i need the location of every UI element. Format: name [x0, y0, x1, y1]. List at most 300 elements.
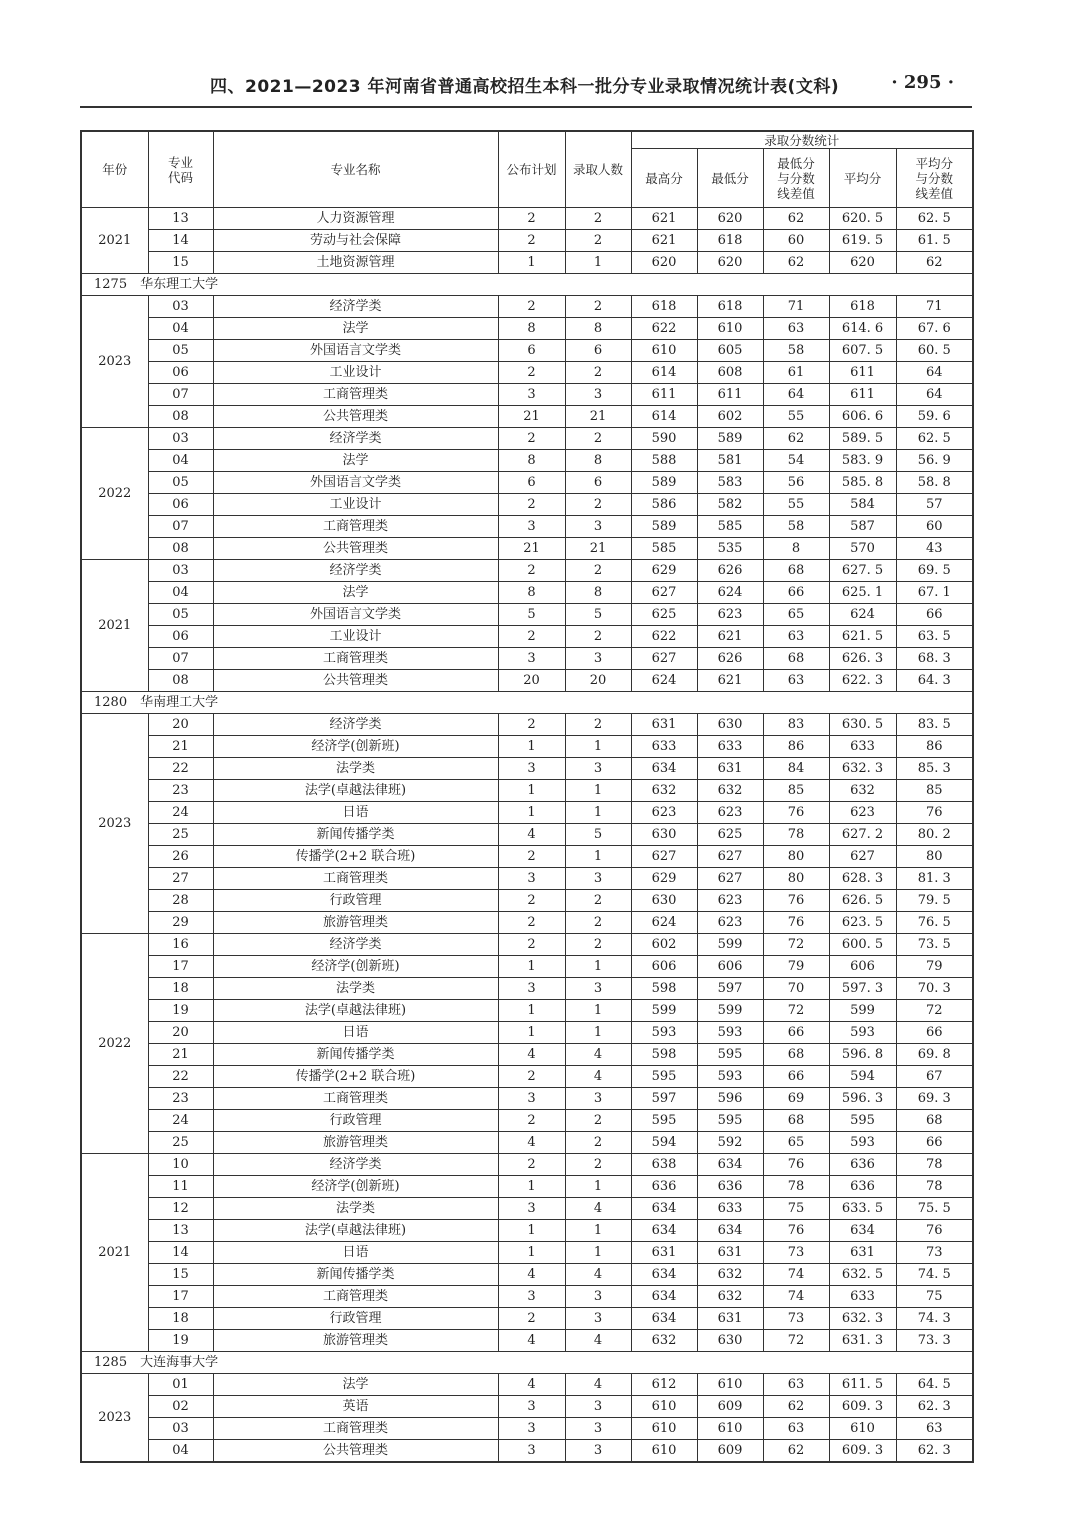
admitted-cell: 4: [565, 1066, 631, 1088]
year-cell: 2022: [81, 428, 148, 560]
major-name-cell: 经济学类: [213, 560, 498, 582]
major-name-cell: 经济学类: [213, 428, 498, 450]
avg-diff-cell: 69. 8: [896, 1044, 973, 1066]
min-diff-cell: 75: [763, 1198, 829, 1220]
table-row: [81, 780, 973, 802]
min-score-cell: 636: [697, 1176, 763, 1198]
major-name-cell: 公共管理类: [213, 538, 498, 560]
table-row: [81, 802, 973, 824]
plan-cell: 1: [498, 802, 565, 824]
admitted-cell: 2: [565, 626, 631, 648]
min-diff-cell: 78: [763, 824, 829, 846]
table-row: [81, 1198, 973, 1220]
min-score-cell: 595: [697, 1044, 763, 1066]
min-score-cell: 583: [697, 472, 763, 494]
year-cell: 2022: [81, 934, 148, 1154]
avg-diff-cell: 60: [896, 516, 973, 538]
max-score-cell: 629: [631, 868, 697, 890]
page-title: 四、2021—2023 年河南省普通高校招生本科一批分专业录取情况统计表(文科): [210, 77, 840, 97]
max-score-cell: 598: [631, 1044, 697, 1066]
min-score-cell: 624: [697, 582, 763, 604]
min-score-cell: 630: [697, 714, 763, 736]
code-cell: 18: [148, 978, 213, 1000]
avg-score-cell: 633: [829, 736, 896, 758]
code-cell: 26: [148, 846, 213, 868]
header-max: 最高分: [631, 149, 697, 208]
header-rule: [80, 106, 972, 108]
max-score-cell: 612: [631, 1374, 697, 1396]
plan-cell: 21: [498, 538, 565, 560]
header-score-group: 录取分数统计: [631, 131, 973, 149]
plan-cell: 3: [498, 1418, 565, 1440]
admitted-cell: 4: [565, 1264, 631, 1286]
plan-cell: 1: [498, 1176, 565, 1198]
plan-cell: 4: [498, 1374, 565, 1396]
avg-score-cell: 596. 3: [829, 1088, 896, 1110]
header-min: 最低分: [697, 149, 763, 208]
avg-score-cell: 627: [829, 846, 896, 868]
min-score-cell: 592: [697, 1132, 763, 1154]
university-label: 1285 大连海事大学: [81, 1352, 973, 1374]
university-label: 1275 华东理工大学: [81, 274, 973, 296]
code-cell: 12: [148, 1198, 213, 1220]
plan-cell: 2: [498, 714, 565, 736]
avg-score-cell: 630. 5: [829, 714, 896, 736]
code-cell: 21: [148, 736, 213, 758]
min-diff-cell: 64: [763, 384, 829, 406]
major-name-cell: 工商管理类: [213, 868, 498, 890]
min-diff-cell: 62: [763, 252, 829, 274]
plan-cell: 8: [498, 450, 565, 472]
admitted-cell: 2: [565, 934, 631, 956]
max-score-cell: 611: [631, 384, 697, 406]
code-cell: 05: [148, 604, 213, 626]
min-diff-cell: 68: [763, 648, 829, 670]
min-score-cell: 631: [697, 1242, 763, 1264]
table-row: [81, 934, 973, 956]
major-name-cell: 法学: [213, 450, 498, 472]
min-score-cell: 535: [697, 538, 763, 560]
avg-diff-cell: 64. 5: [896, 1374, 973, 1396]
admitted-cell: 3: [565, 758, 631, 780]
code-cell: 10: [148, 1154, 213, 1176]
plan-cell: 3: [498, 1088, 565, 1110]
min-diff-cell: 83: [763, 714, 829, 736]
plan-cell: 8: [498, 318, 565, 340]
plan-cell: 2: [498, 890, 565, 912]
max-score-cell: 586: [631, 494, 697, 516]
code-cell: 08: [148, 406, 213, 428]
admitted-cell: 2: [565, 494, 631, 516]
avg-diff-cell: 81. 3: [896, 868, 973, 890]
avg-score-cell: 633: [829, 1286, 896, 1308]
min-score-cell: 597: [697, 978, 763, 1000]
min-diff-cell: 72: [763, 934, 829, 956]
min-diff-cell: 76: [763, 1154, 829, 1176]
table-row: [81, 406, 973, 428]
min-diff-cell: 68: [763, 1110, 829, 1132]
table-row: [81, 758, 973, 780]
avg-score-cell: 627. 2: [829, 824, 896, 846]
table-row: [81, 868, 973, 890]
plan-cell: 1: [498, 252, 565, 274]
min-score-cell: 623: [697, 890, 763, 912]
min-score-cell: 593: [697, 1022, 763, 1044]
avg-score-cell: 626. 3: [829, 648, 896, 670]
min-score-cell: 610: [697, 1418, 763, 1440]
table-row: [81, 1242, 973, 1264]
code-cell: 13: [148, 1220, 213, 1242]
table-row: [81, 1110, 973, 1132]
max-score-cell: 622: [631, 318, 697, 340]
table-row: [81, 714, 973, 736]
code-cell: 14: [148, 230, 213, 252]
code-cell: 06: [148, 494, 213, 516]
admitted-cell: 4: [565, 1198, 631, 1220]
table-row: [81, 538, 973, 560]
min-score-cell: 632: [697, 1264, 763, 1286]
avg-score-cell: 628. 3: [829, 868, 896, 890]
avg-score-cell: 609. 3: [829, 1440, 896, 1463]
min-score-cell: 621: [697, 670, 763, 692]
avg-diff-cell: 76: [896, 1220, 973, 1242]
max-score-cell: 624: [631, 912, 697, 934]
table-row: [81, 1044, 973, 1066]
admitted-cell: 1: [565, 780, 631, 802]
min-score-cell: 589: [697, 428, 763, 450]
admitted-cell: 1: [565, 956, 631, 978]
min-score-cell: 582: [697, 494, 763, 516]
max-score-cell: 595: [631, 1110, 697, 1132]
min-diff-cell: 66: [763, 1066, 829, 1088]
max-score-cell: 621: [631, 230, 697, 252]
avg-score-cell: 606. 6: [829, 406, 896, 428]
max-score-cell: 629: [631, 560, 697, 582]
max-score-cell: 634: [631, 1220, 697, 1242]
max-score-cell: 614: [631, 362, 697, 384]
avg-diff-cell: 66: [896, 1022, 973, 1044]
table-row: [81, 1220, 973, 1242]
plan-cell: 3: [498, 1286, 565, 1308]
max-score-cell: 632: [631, 1330, 697, 1352]
avg-score-cell: 621. 5: [829, 626, 896, 648]
plan-cell: 4: [498, 1132, 565, 1154]
min-diff-cell: 54: [763, 450, 829, 472]
plan-cell: 2: [498, 560, 565, 582]
avg-diff-cell: 64: [896, 362, 973, 384]
min-diff-cell: 68: [763, 1044, 829, 1066]
min-score-cell: 625: [697, 824, 763, 846]
min-diff-cell: 68: [763, 560, 829, 582]
avg-diff-cell: 86: [896, 736, 973, 758]
min-diff-cell: 62: [763, 1396, 829, 1418]
admitted-cell: 2: [565, 296, 631, 318]
table-row: [81, 1308, 973, 1330]
admitted-cell: 2: [565, 428, 631, 450]
code-cell: 14: [148, 1242, 213, 1264]
avg-diff-cell: 74. 3: [896, 1308, 973, 1330]
code-cell: 03: [148, 296, 213, 318]
admitted-cell: 1: [565, 802, 631, 824]
plan-cell: 4: [498, 1264, 565, 1286]
admitted-cell: 3: [565, 1396, 631, 1418]
admitted-cell: 20: [565, 670, 631, 692]
table-row: [81, 912, 973, 934]
admitted-cell: 6: [565, 472, 631, 494]
avg-diff-cell: 85. 3: [896, 758, 973, 780]
plan-cell: 20: [498, 670, 565, 692]
avg-diff-cell: 62. 5: [896, 428, 973, 450]
plan-cell: 2: [498, 1066, 565, 1088]
admitted-cell: 1: [565, 736, 631, 758]
min-diff-cell: 84: [763, 758, 829, 780]
min-diff-cell: 65: [763, 1132, 829, 1154]
avg-score-cell: 623. 5: [829, 912, 896, 934]
admitted-cell: 3: [565, 978, 631, 1000]
avg-score-cell: 631: [829, 1242, 896, 1264]
min-score-cell: 632: [697, 1286, 763, 1308]
min-score-cell: 609: [697, 1396, 763, 1418]
min-score-cell: 599: [697, 1000, 763, 1022]
min-diff-cell: 72: [763, 1330, 829, 1352]
table-row: [81, 1330, 973, 1352]
min-score-cell: 626: [697, 560, 763, 582]
min-diff-cell: 71: [763, 296, 829, 318]
plan-cell: 2: [498, 1308, 565, 1330]
code-cell: 22: [148, 1066, 213, 1088]
min-diff-cell: 73: [763, 1242, 829, 1264]
max-score-cell: 630: [631, 890, 697, 912]
avg-diff-cell: 73. 5: [896, 934, 973, 956]
plan-cell: 8: [498, 582, 565, 604]
table-row: [81, 428, 973, 450]
min-score-cell: 632: [697, 780, 763, 802]
major-name-cell: 行政管理: [213, 1110, 498, 1132]
major-name-cell: 工商管理类: [213, 648, 498, 670]
plan-cell: 3: [498, 384, 565, 406]
major-name-cell: 法学: [213, 582, 498, 604]
avg-diff-cell: 67. 1: [896, 582, 973, 604]
avg-diff-cell: 73. 3: [896, 1330, 973, 1352]
avg-diff-cell: 63: [896, 1418, 973, 1440]
plan-cell: 2: [498, 846, 565, 868]
code-cell: 11: [148, 1176, 213, 1198]
table-row: [81, 1154, 973, 1176]
min-score-cell: 599: [697, 934, 763, 956]
code-cell: 04: [148, 582, 213, 604]
min-diff-cell: 66: [763, 582, 829, 604]
avg-score-cell: 619. 5: [829, 230, 896, 252]
table-row: [81, 648, 973, 670]
avg-diff-cell: 75: [896, 1286, 973, 1308]
avg-score-cell: 611. 5: [829, 1374, 896, 1396]
major-name-cell: 外国语言文学类: [213, 472, 498, 494]
plan-cell: 4: [498, 824, 565, 846]
admitted-cell: 5: [565, 604, 631, 626]
max-score-cell: 634: [631, 1264, 697, 1286]
admitted-cell: 1: [565, 1220, 631, 1242]
page-header: [80, 72, 972, 102]
major-name-cell: 经济学类: [213, 296, 498, 318]
plan-cell: 3: [498, 1396, 565, 1418]
min-score-cell: 620: [697, 208, 763, 230]
avg-diff-cell: 66: [896, 1132, 973, 1154]
min-score-cell: 627: [697, 846, 763, 868]
admitted-cell: 8: [565, 582, 631, 604]
avg-diff-cell: 78: [896, 1176, 973, 1198]
max-score-cell: 597: [631, 1088, 697, 1110]
table-row: [81, 318, 973, 340]
avg-diff-cell: 58. 8: [896, 472, 973, 494]
min-diff-cell: 62: [763, 1440, 829, 1463]
table-row: [81, 1066, 973, 1088]
min-diff-cell: 63: [763, 1418, 829, 1440]
min-diff-cell: 73: [763, 1308, 829, 1330]
table-row: [81, 494, 973, 516]
major-name-cell: 日语: [213, 802, 498, 824]
plan-cell: 21: [498, 406, 565, 428]
min-diff-cell: 62: [763, 208, 829, 230]
table-row: [81, 1264, 973, 1286]
min-diff-cell: 8: [763, 538, 829, 560]
max-score-cell: 627: [631, 846, 697, 868]
min-score-cell: 634: [697, 1154, 763, 1176]
avg-score-cell: 632. 3: [829, 1308, 896, 1330]
code-cell: 23: [148, 1088, 213, 1110]
major-name-cell: 旅游管理类: [213, 912, 498, 934]
avg-diff-cell: 68. 3: [896, 648, 973, 670]
max-score-cell: 589: [631, 516, 697, 538]
avg-score-cell: 631. 3: [829, 1330, 896, 1352]
avg-score-cell: 611: [829, 384, 896, 406]
max-score-cell: 621: [631, 208, 697, 230]
table-row: [81, 736, 973, 758]
avg-diff-cell: 78: [896, 1154, 973, 1176]
admitted-cell: 1: [565, 846, 631, 868]
admitted-cell: 6: [565, 340, 631, 362]
min-diff-cell: 60: [763, 230, 829, 252]
avg-score-cell: 610: [829, 1418, 896, 1440]
max-score-cell: 606: [631, 956, 697, 978]
major-name-cell: 行政管理: [213, 1308, 498, 1330]
min-score-cell: 609: [697, 1440, 763, 1463]
avg-diff-cell: 67. 6: [896, 318, 973, 340]
admitted-cell: 8: [565, 318, 631, 340]
table-row: [81, 252, 973, 274]
max-score-cell: 638: [631, 1154, 697, 1176]
avg-score-cell: 599: [829, 1000, 896, 1022]
table-row: [81, 362, 973, 384]
min-diff-cell: 80: [763, 868, 829, 890]
table-row: [81, 604, 973, 626]
code-cell: 19: [148, 1330, 213, 1352]
code-cell: 17: [148, 1286, 213, 1308]
plan-cell: 1: [498, 736, 565, 758]
plan-cell: 2: [498, 626, 565, 648]
max-score-cell: 627: [631, 648, 697, 670]
max-score-cell: 590: [631, 428, 697, 450]
header-plan: 公布计划: [498, 131, 565, 208]
admitted-cell: 3: [565, 648, 631, 670]
header-min-diff: 最低分 与分数 线差值: [763, 149, 829, 208]
major-name-cell: 新闻传播学类: [213, 824, 498, 846]
admitted-cell: 5: [565, 824, 631, 846]
min-score-cell: 633: [697, 1198, 763, 1220]
avg-score-cell: 593: [829, 1022, 896, 1044]
admitted-cell: 3: [565, 1286, 631, 1308]
plan-cell: 2: [498, 1110, 565, 1132]
table-row: [81, 582, 973, 604]
admitted-cell: 3: [565, 1418, 631, 1440]
header-avg-diff: 平均分 与分数 线差值: [896, 149, 973, 208]
plan-cell: 3: [498, 1440, 565, 1463]
min-diff-cell: 62: [763, 428, 829, 450]
major-name-cell: 法学类: [213, 978, 498, 1000]
avg-diff-cell: 57: [896, 494, 973, 516]
code-cell: 16: [148, 934, 213, 956]
table-row: [81, 384, 973, 406]
code-cell: 28: [148, 890, 213, 912]
avg-score-cell: 594: [829, 1066, 896, 1088]
major-name-cell: 外国语言文学类: [213, 604, 498, 626]
min-diff-cell: 72: [763, 1000, 829, 1022]
min-diff-cell: 56: [763, 472, 829, 494]
plan-cell: 2: [498, 1154, 565, 1176]
avg-diff-cell: 62: [896, 252, 973, 274]
avg-diff-cell: 80: [896, 846, 973, 868]
avg-diff-cell: 73: [896, 1242, 973, 1264]
admitted-cell: 4: [565, 1044, 631, 1066]
max-score-cell: 598: [631, 978, 697, 1000]
table-row: [81, 670, 973, 692]
admitted-cell: 2: [565, 208, 631, 230]
admitted-cell: 21: [565, 538, 631, 560]
avg-diff-cell: 69. 3: [896, 1088, 973, 1110]
table-row: [81, 1132, 973, 1154]
avg-diff-cell: 64: [896, 384, 973, 406]
min-diff-cell: 61: [763, 362, 829, 384]
table-row: [81, 516, 973, 538]
major-name-cell: 经济学(创新班): [213, 956, 498, 978]
min-diff-cell: 63: [763, 626, 829, 648]
code-cell: 15: [148, 1264, 213, 1286]
plan-cell: 2: [498, 296, 565, 318]
min-score-cell: 585: [697, 516, 763, 538]
min-diff-cell: 76: [763, 802, 829, 824]
header-avg: 平均分: [829, 149, 896, 208]
university-row: [81, 274, 973, 296]
plan-cell: 4: [498, 1330, 565, 1352]
avg-diff-cell: 85: [896, 780, 973, 802]
avg-score-cell: 632. 5: [829, 1264, 896, 1286]
plan-cell: 3: [498, 516, 565, 538]
major-name-cell: 法学: [213, 318, 498, 340]
min-diff-cell: 63: [763, 318, 829, 340]
admitted-cell: 2: [565, 362, 631, 384]
major-name-cell: 旅游管理类: [213, 1132, 498, 1154]
min-diff-cell: 55: [763, 406, 829, 428]
avg-diff-cell: 62. 3: [896, 1440, 973, 1463]
major-name-cell: 外国语言文学类: [213, 340, 498, 362]
code-cell: 24: [148, 1110, 213, 1132]
min-diff-cell: 63: [763, 670, 829, 692]
avg-score-cell: 585. 8: [829, 472, 896, 494]
min-score-cell: 631: [697, 1308, 763, 1330]
code-cell: 22: [148, 758, 213, 780]
major-name-cell: 新闻传播学类: [213, 1044, 498, 1066]
plan-cell: 2: [498, 494, 565, 516]
plan-cell: 6: [498, 472, 565, 494]
